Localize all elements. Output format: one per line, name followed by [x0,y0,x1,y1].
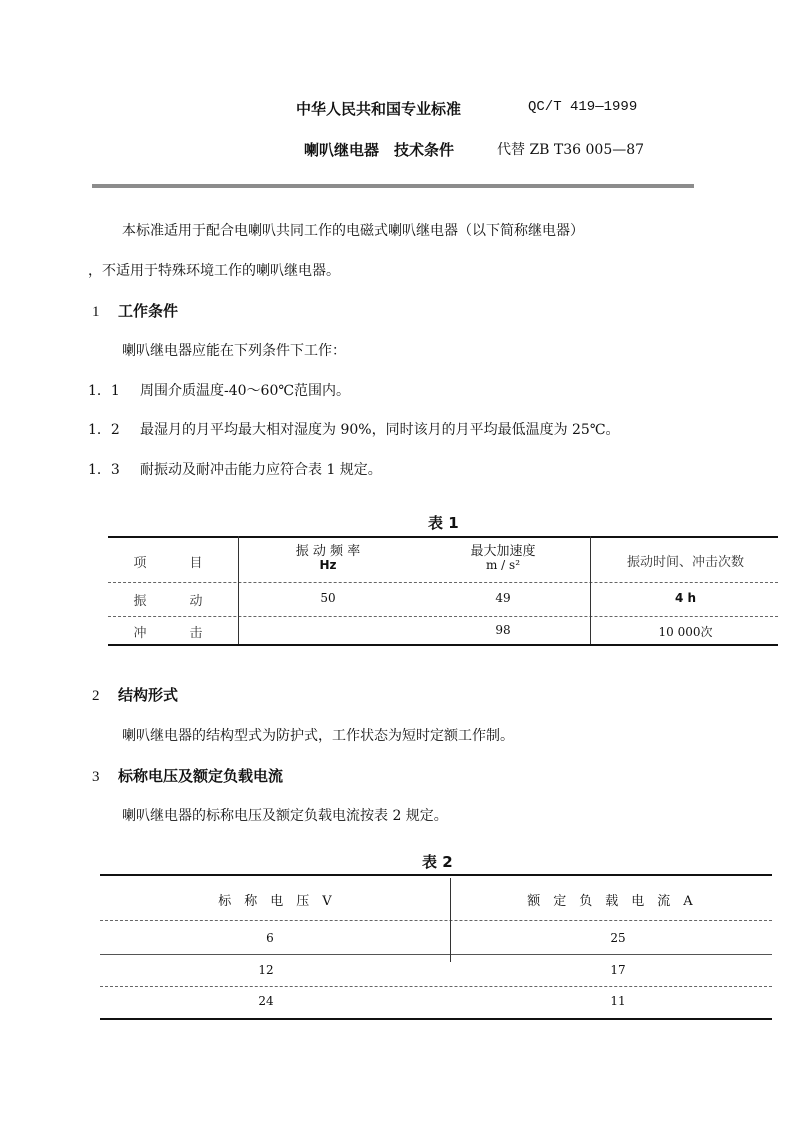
intro-line-2: ，不适用于特殊环境工作的喇叭继电器。 [88,263,340,279]
header-item-a: 项 [133,556,147,571]
row-current: 25 [610,931,626,945]
row-voltage: 6 [266,931,274,945]
row-vibration-frequency: 50 [320,591,336,605]
table-row-rule [100,986,772,987]
section-number: 2 [92,688,100,704]
table-1-caption: 表 1 [428,514,459,532]
clause-number: 1．2 [88,422,120,438]
header-item-b: 目 [189,556,203,571]
header-frequency-unit: Hz [319,558,337,572]
header-nominal-voltage: 标 称 电 压 V [218,894,332,909]
row-shock-count: 10 000次 [658,625,713,639]
clause-text: 周围介质温度-40～60℃范围内。 [140,383,351,399]
table-bottom-rule [100,1018,772,1020]
section-title: 结构形式 [118,686,179,704]
section-3-text: 喇叭继电器的标称电压及额定负载电流按表 2 规定。 [122,808,448,824]
row-current: 11 [610,994,626,1008]
header-frequency: 振 动 频 率 [295,544,361,559]
row-vibration-name-a: 振 [133,594,147,609]
standard-number: QC/T 419—1999 [528,99,638,115]
section-number: 1 [92,304,100,320]
section-1-lead: 喇叭继电器应能在下列条件下工作： [122,343,346,359]
section-2-heading [92,684,178,705]
row-voltage: 24 [258,994,274,1008]
clause-1-3 [88,459,382,479]
row-shock-name-b: 击 [189,626,203,641]
table-column-divider [590,536,591,644]
standard-org: 中华人民共和国专业标准 [296,100,462,118]
header-rule [92,184,694,188]
intro-line-1: 本标准适用于配合电喇叭共同工作的电磁式喇叭继电器（以下简称继电器） [122,223,584,239]
table-2-caption: 表 2 [422,853,453,871]
document-title: 喇叭继电器 技术条件 [304,141,455,159]
row-current: 17 [610,963,626,977]
row-shock-acceleration: 98 [495,623,511,637]
clause-text: 最湿月的月平均最大相对湿度为 90%，同时该月的月平均最低温度为 25℃。 [140,422,620,438]
section-number: 3 [92,769,100,785]
header-acceleration: 最大加速度 [470,544,536,559]
clause-1-1 [88,380,350,400]
row-vibration-acceleration: 49 [495,591,511,605]
table-column-divider [238,536,239,644]
section-2-text: 喇叭继电器的结构型式为防护式，工作状态为短时定额工作制。 [122,728,514,744]
table-top-rule [100,874,772,876]
section-3-heading [92,765,283,786]
table-1 [108,536,778,646]
table-header-rule [100,920,772,921]
header-duration: 振动时间、冲击次数 [626,555,744,570]
row-vibration-duration: 4 h [674,591,697,605]
row-vibration-name-b: 动 [189,594,203,609]
table-top-rule [108,536,778,538]
table-bottom-rule [108,644,778,646]
table-header-rule [108,582,778,583]
clause-1-2 [88,419,620,439]
header-rated-current: 额 定 负 载 电 流 A [527,894,693,909]
table-column-divider [450,878,451,962]
table-row-rule [108,616,778,617]
section-1-heading [92,300,178,321]
clause-number: 1．3 [88,462,120,478]
replaces-note: 代替 ZB T36 005—87 [497,142,645,158]
table-row-rule [100,954,772,955]
clause-text: 耐振动及耐冲击能力应符合表 1 规定。 [140,462,382,478]
header-acceleration-unit: m / s² [485,558,521,572]
row-shock-name-a: 冲 [133,626,147,641]
clause-number: 1．1 [88,383,120,399]
table-2 [100,874,772,1020]
section-title: 工作条件 [118,302,179,320]
section-title: 标称电压及额定负载电流 [118,767,284,785]
row-voltage: 12 [258,963,274,977]
